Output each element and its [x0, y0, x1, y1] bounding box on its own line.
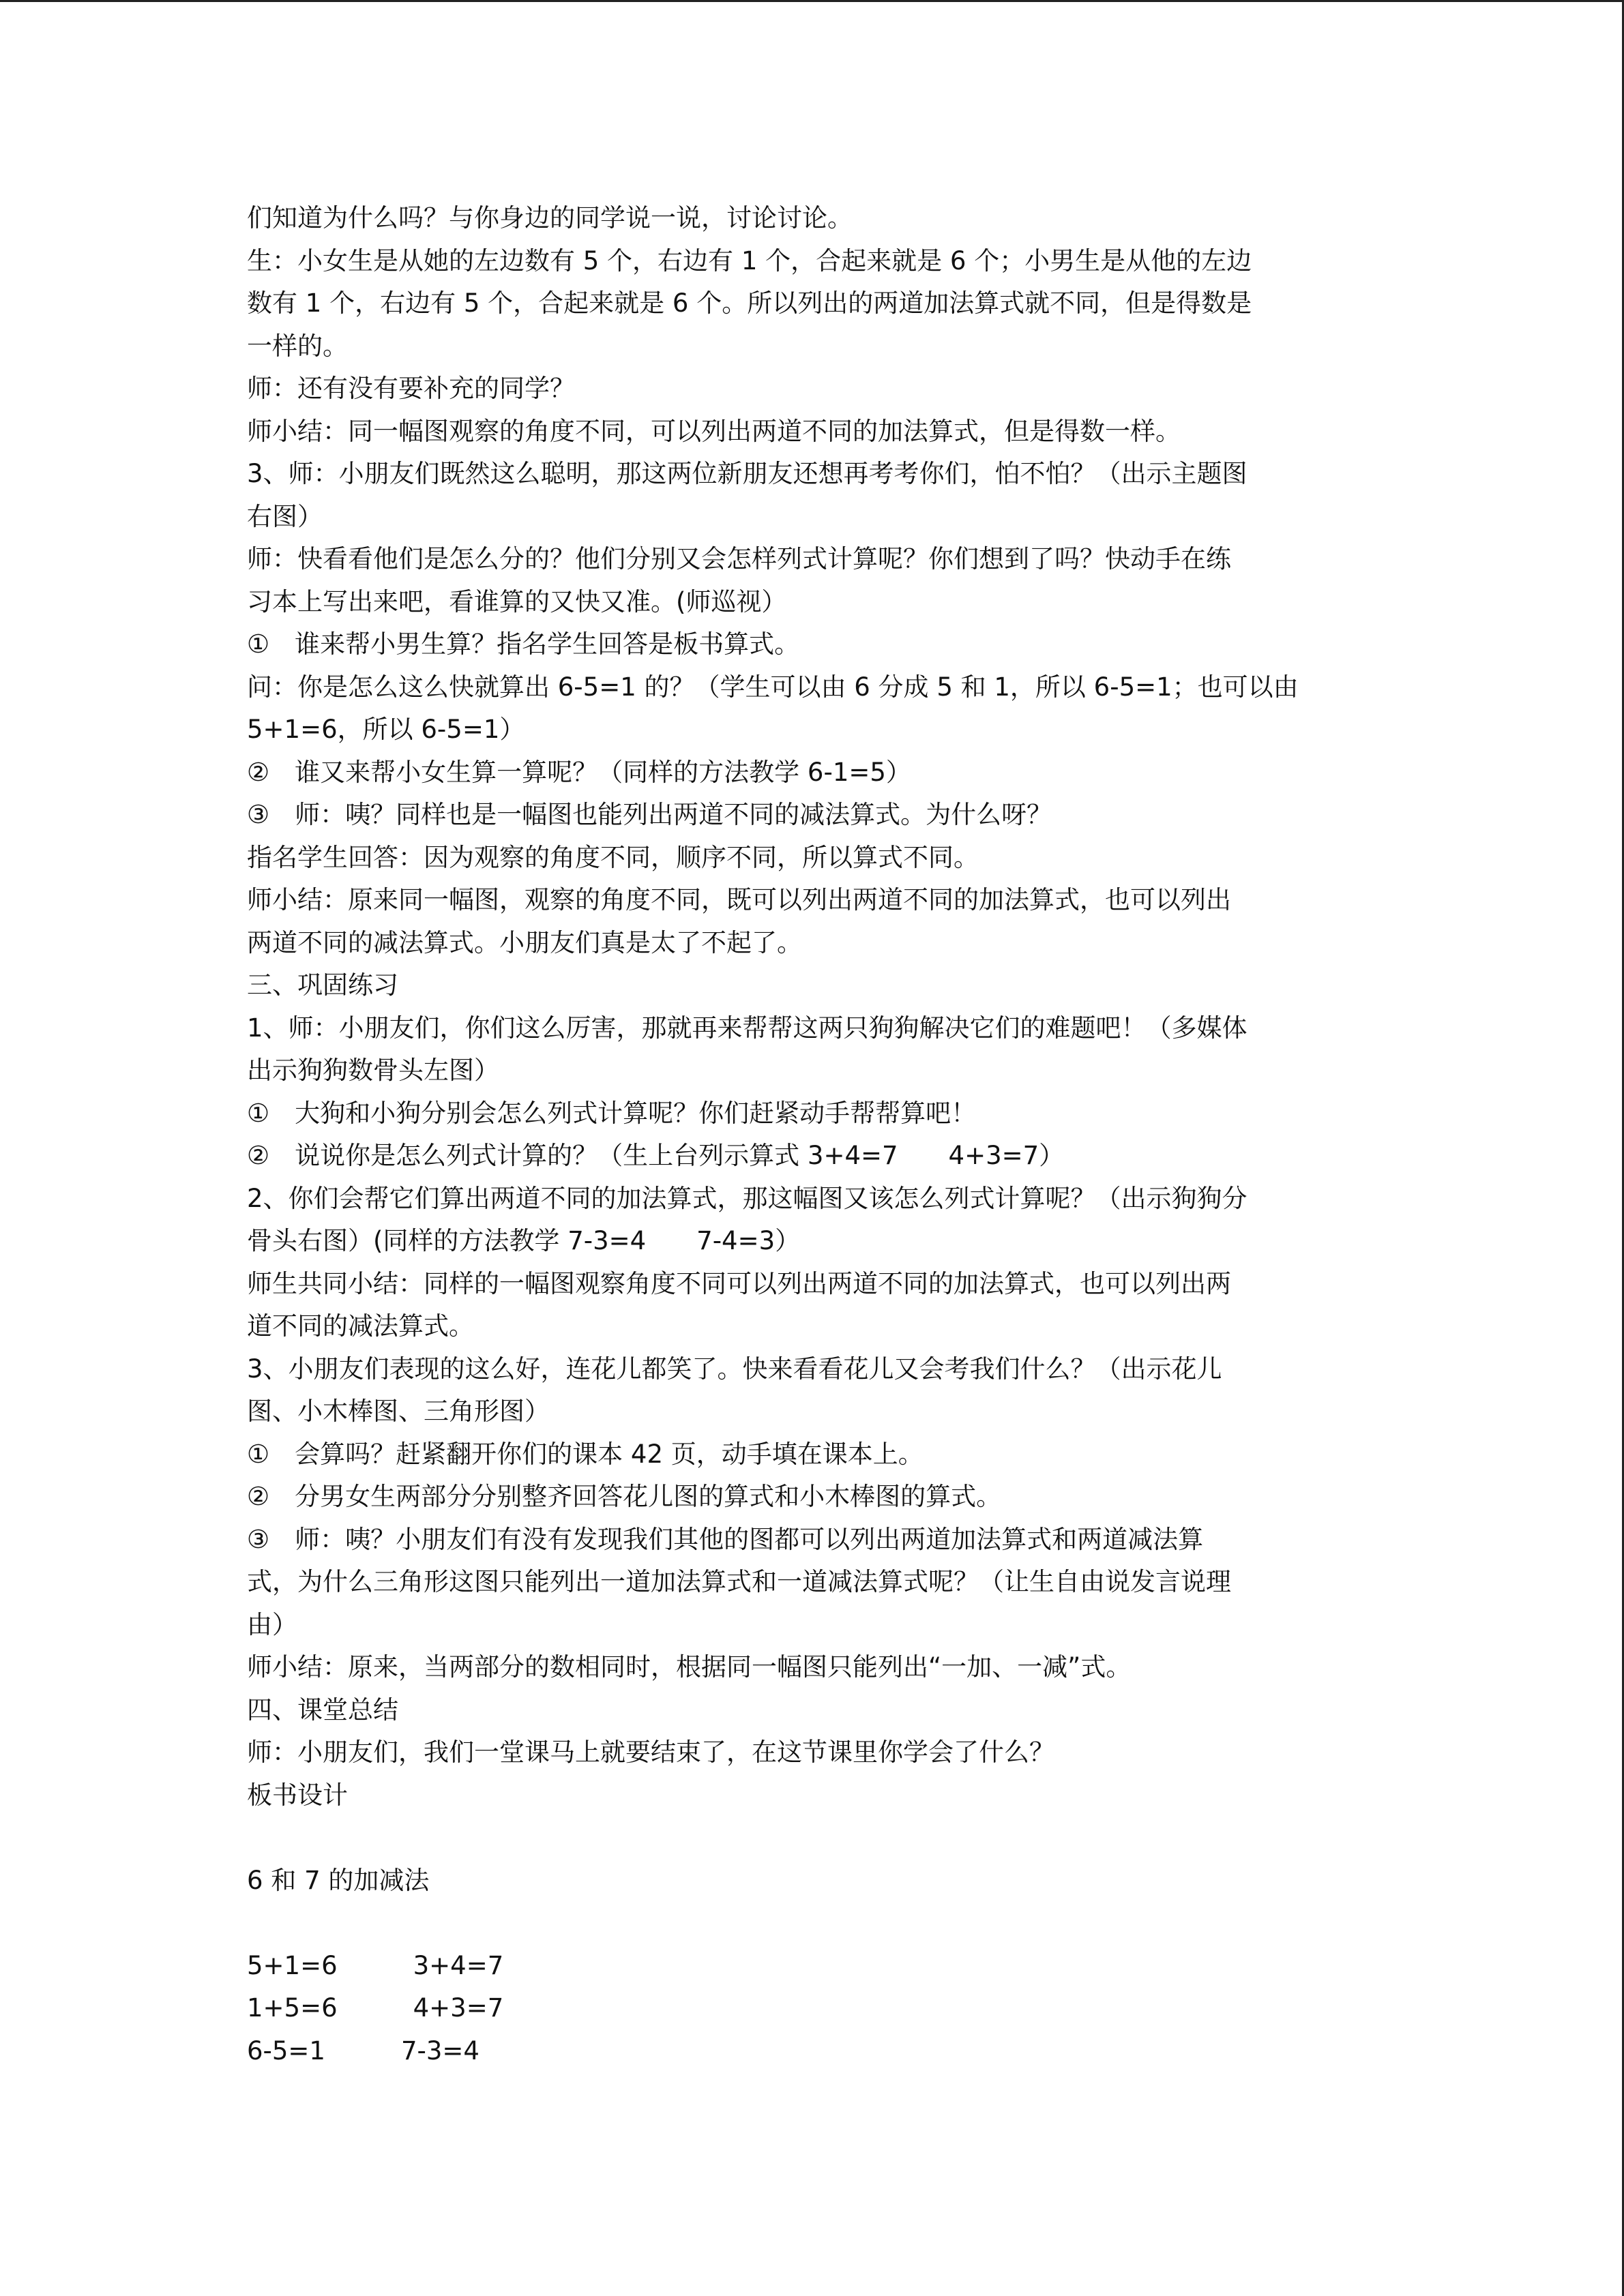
document-body [247, 197, 1379, 2072]
text-line: ② 说说你是怎么列式计算的？（生上台列示算式 3+4=7 4+3=7） [247, 1141, 1065, 1170]
text-line: 右图） [247, 501, 323, 531]
equation-line: 5+1=6 3+4=7 [247, 1950, 504, 1980]
text-line: 5+1=6，所以 6-5=1） [247, 715, 525, 744]
text-line: 两道不同的减法算式。小朋友们真是太了不起了。 [247, 927, 802, 957]
text-line: 师生共同小结：同样的一幅图观察角度不同可以列出两道不同的加法算式，也可以列出两 [247, 1268, 1231, 1298]
text-line: 习本上写出来吧，看谁算的又快又准。(师巡视） [247, 586, 787, 616]
text-line: 数有 1 个，右边有 5 个，合起来就是 6 个。所以列出的两道加法算式就不同，但是得数是 [247, 288, 1252, 318]
text-line: 师：小朋友们，我们一堂课马上就要结束了，在这节课里你学会了什么？ [247, 1738, 1054, 1767]
text-line: 由） [247, 1609, 297, 1639]
text-line: ① 谁来帮小男生算？指名学生回答是板书算式。 [247, 629, 800, 659]
text-line: 问：你是怎么这么快就算出 6-5=1 的？（学生可以由 6 分成 5 和 1，所以 6-5=1；也可以由 [247, 672, 1299, 702]
section-heading: 三、巩固练习 [247, 970, 398, 1000]
text-line: 师小结：原来，当两部分的数相同时，根据同一幅图只能列出“一加、一减”式。 [247, 1652, 1132, 1682]
text-line: ② 分男女生两部分分别整齐回答花儿图的算式和小木棒图的算式。 [247, 1482, 1002, 1511]
text-line: 师：还有没有要补充的同学？ [247, 374, 575, 403]
text-line: ① 大狗和小狗分别会怎么列式计算呢？你们赶紧动手帮帮算吧！ [247, 1098, 977, 1128]
equation-line: 6-5=1 7-3=4 [247, 2036, 479, 2066]
text-line: 3、师：小朋友们既然这么聪明，那这两位新朋友还想再考考你们，怕不怕？（出示主题图 [247, 459, 1247, 488]
text-line: 出示狗狗数骨头左图） [247, 1056, 499, 1085]
equation-line: 1+5=6 4+3=7 [247, 1993, 504, 2023]
text-line: 2、你们会帮它们算出两道不同的加法算式，那这幅图又该怎么列式计算呢？（出示狗狗分 [247, 1183, 1247, 1213]
text-line: 生：小女生是从她的左边数有 5 个，右边有 1 个，合起来就是 6 个；小男生是从他的左边 [247, 245, 1252, 275]
text-line: ② 谁又来帮小女生算一算呢？（同样的方法教学 6-1=5） [247, 757, 911, 787]
text-line: 一样的。 [247, 331, 348, 361]
text-line: 们知道为什么吗？与你身边的同学说一说，讨论讨论。 [247, 203, 853, 233]
blank-line [247, 1817, 1379, 1860]
text-line: 道不同的减法算式。 [247, 1311, 474, 1341]
text-line: 1、师：小朋友们，你们这么厉害，那就再来帮帮这两只狗狗解决它们的难题吧！（多媒体 [247, 1013, 1247, 1043]
section-heading: 四、课堂总结 [247, 1695, 398, 1725]
blank-line [247, 1902, 1379, 1945]
text-line: 师小结：原来同一幅图，观察的角度不同，既可以列出两道不同的加法算式，也可以列出 [247, 885, 1231, 914]
text-line: 3、小朋友们表现的这么好，连花儿都笑了。快来看看花儿又会考我们什么？（出示花儿 [247, 1354, 1222, 1384]
section-heading: 板书设计 [247, 1780, 348, 1810]
text-line: 式，为什么三角形这图只能列出一道加法算式和一道减法算式呢？（让生自由说发言说理 [247, 1567, 1231, 1596]
text-line: 骨头右图）(同样的方法教学 7-3=4 7-4=3） [247, 1226, 801, 1255]
text-line: 图、小木棒图、三角形图） [247, 1397, 550, 1426]
board-title: 6 和 7 的加减法 [247, 1865, 430, 1895]
text-line: 指名学生回答：因为观察的角度不同，顺序不同，所以算式不同。 [247, 842, 979, 872]
text-line: ① 会算吗？赶紧翻开你们的课本 42 页，动手填在课本上。 [247, 1439, 924, 1469]
text-line: ③ 师：咦？小朋友们有没有发现我们其他的图都可以列出两道加法算式和两道减法算 [247, 1524, 1204, 1554]
text-line: ③ 师：咦？同样也是一幅图也能列出两道不同的减法算式。为什么呀？ [247, 800, 1052, 829]
text-line: 师小结：同一幅图观察的角度不同，可以列出两道不同的加法算式，但是得数一样。 [247, 416, 1181, 446]
text-line: 师：快看看他们是怎么分的？他们分别又会怎样列式计算呢？你们想到了吗？快动手在练 [247, 544, 1231, 573]
